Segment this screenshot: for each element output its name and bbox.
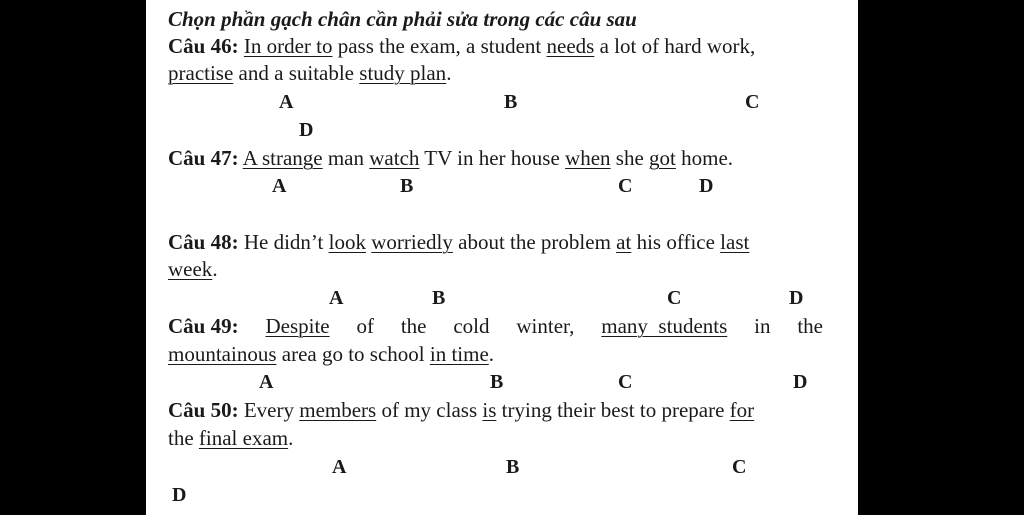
q50-option-c-text[interactable]: for xyxy=(729,398,755,422)
q49-word: in xyxy=(754,314,771,338)
q49-word: of xyxy=(356,314,374,338)
q46-label-d: D xyxy=(299,119,314,141)
q50-label-b: B xyxy=(506,456,520,478)
question-48-line-2 xyxy=(168,256,218,282)
q50-label-c: C xyxy=(732,456,747,478)
q47-text: TV in her house xyxy=(419,146,566,170)
q49-word: the xyxy=(797,314,823,338)
q50-text: Every xyxy=(243,398,300,422)
q48-text: his office xyxy=(631,230,721,254)
q50-text: . xyxy=(288,426,294,450)
q49-label-a: A xyxy=(259,371,274,393)
q46-text: and a suitable xyxy=(233,61,360,85)
q48-label-b: B xyxy=(432,287,446,309)
q49-label-d: D xyxy=(793,371,808,393)
q47-option-a-text[interactable]: A strange xyxy=(242,146,323,170)
q48-label-c: C xyxy=(667,287,682,309)
q49-label-c: C xyxy=(618,371,633,393)
q48-option-c-text[interactable]: at xyxy=(616,230,632,254)
q46-option-a-text[interactable]: In order to xyxy=(243,34,333,58)
q46-label-b: B xyxy=(504,91,518,113)
q49-label-b: B xyxy=(490,371,504,393)
question-46-line-1 xyxy=(168,33,755,59)
q50-option-d-text[interactable]: final exam xyxy=(198,426,289,450)
question-47-label: Câu 47: xyxy=(168,146,239,170)
question-48-line-1 xyxy=(168,229,749,255)
question-49-line-1 xyxy=(168,313,823,339)
q46-text: . xyxy=(446,61,452,85)
q50-option-b-text[interactable]: is xyxy=(482,398,497,422)
question-48-label: Câu 48: xyxy=(168,230,239,254)
q49-option-d-text[interactable]: in time xyxy=(429,342,489,366)
question-50-line-1 xyxy=(168,397,754,423)
q46-text: pass the exam, a student xyxy=(332,34,547,58)
q46-label-c: C xyxy=(745,91,760,113)
q46-option-d-text[interactable]: study plan xyxy=(359,61,447,85)
q48-option-b-text[interactable]: worriedly xyxy=(371,230,453,254)
q47-label-a: A xyxy=(272,175,287,197)
q47-text: she xyxy=(610,146,650,170)
q50-text: of my class xyxy=(376,398,483,422)
q47-text: home. xyxy=(675,146,734,170)
q47-label-c: C xyxy=(618,175,633,197)
question-46-label: Câu 46: xyxy=(168,34,239,58)
q48-text: . xyxy=(212,257,218,281)
q46-label-a: A xyxy=(279,91,294,113)
question-49-label: Câu 49: xyxy=(168,314,239,338)
question-46-line-2 xyxy=(168,60,451,86)
q48-option-d-text-cont[interactable]: week xyxy=(168,257,213,281)
q48-option-d-text[interactable]: last xyxy=(720,230,750,254)
q49-word: the xyxy=(400,314,427,338)
question-50-label: Câu 50: xyxy=(168,398,239,422)
question-49-line-2 xyxy=(168,341,494,367)
document-page xyxy=(146,0,858,515)
q47-text: man xyxy=(322,146,370,170)
q50-option-a-text[interactable]: members xyxy=(299,398,377,422)
q48-option-a-text[interactable]: look xyxy=(328,230,366,254)
q47-option-c-text[interactable]: when xyxy=(565,146,611,170)
q47-label-b: B xyxy=(400,175,414,197)
question-47-line xyxy=(168,145,733,171)
q46-option-c-text[interactable]: practise xyxy=(168,61,234,85)
q49-word: winter, xyxy=(516,314,575,338)
q49-option-b-text[interactable]: many students xyxy=(601,314,728,338)
q48-label-d: D xyxy=(789,287,804,309)
q50-label-a: A xyxy=(332,456,347,478)
q46-option-b-text[interactable]: needs xyxy=(546,34,595,58)
q48-label-a: A xyxy=(329,287,344,309)
q48-text: He didn’t xyxy=(243,230,329,254)
q48-text: about the problem xyxy=(452,230,617,254)
q46-text: a lot of hard work, xyxy=(594,34,756,58)
q47-option-d-text[interactable]: got xyxy=(649,146,676,170)
q50-text: the xyxy=(168,426,199,450)
q49-text: area go to school xyxy=(276,342,430,366)
question-50-line-2 xyxy=(168,425,293,451)
q49-option-a-text[interactable]: Despite xyxy=(265,314,330,338)
q47-label-d: D xyxy=(699,175,714,197)
q50-label-d: D xyxy=(172,484,187,506)
q49-word: cold xyxy=(453,314,490,338)
q50-text: trying their best to prepare xyxy=(496,398,730,422)
q49-text: . xyxy=(488,342,495,366)
instruction-heading: Chọn phần gạch chân cần phải sửa trong các câu sau xyxy=(168,7,637,31)
q49-option-c-text[interactable]: mountainous xyxy=(168,342,277,366)
q47-option-b-text[interactable]: watch xyxy=(369,146,420,170)
